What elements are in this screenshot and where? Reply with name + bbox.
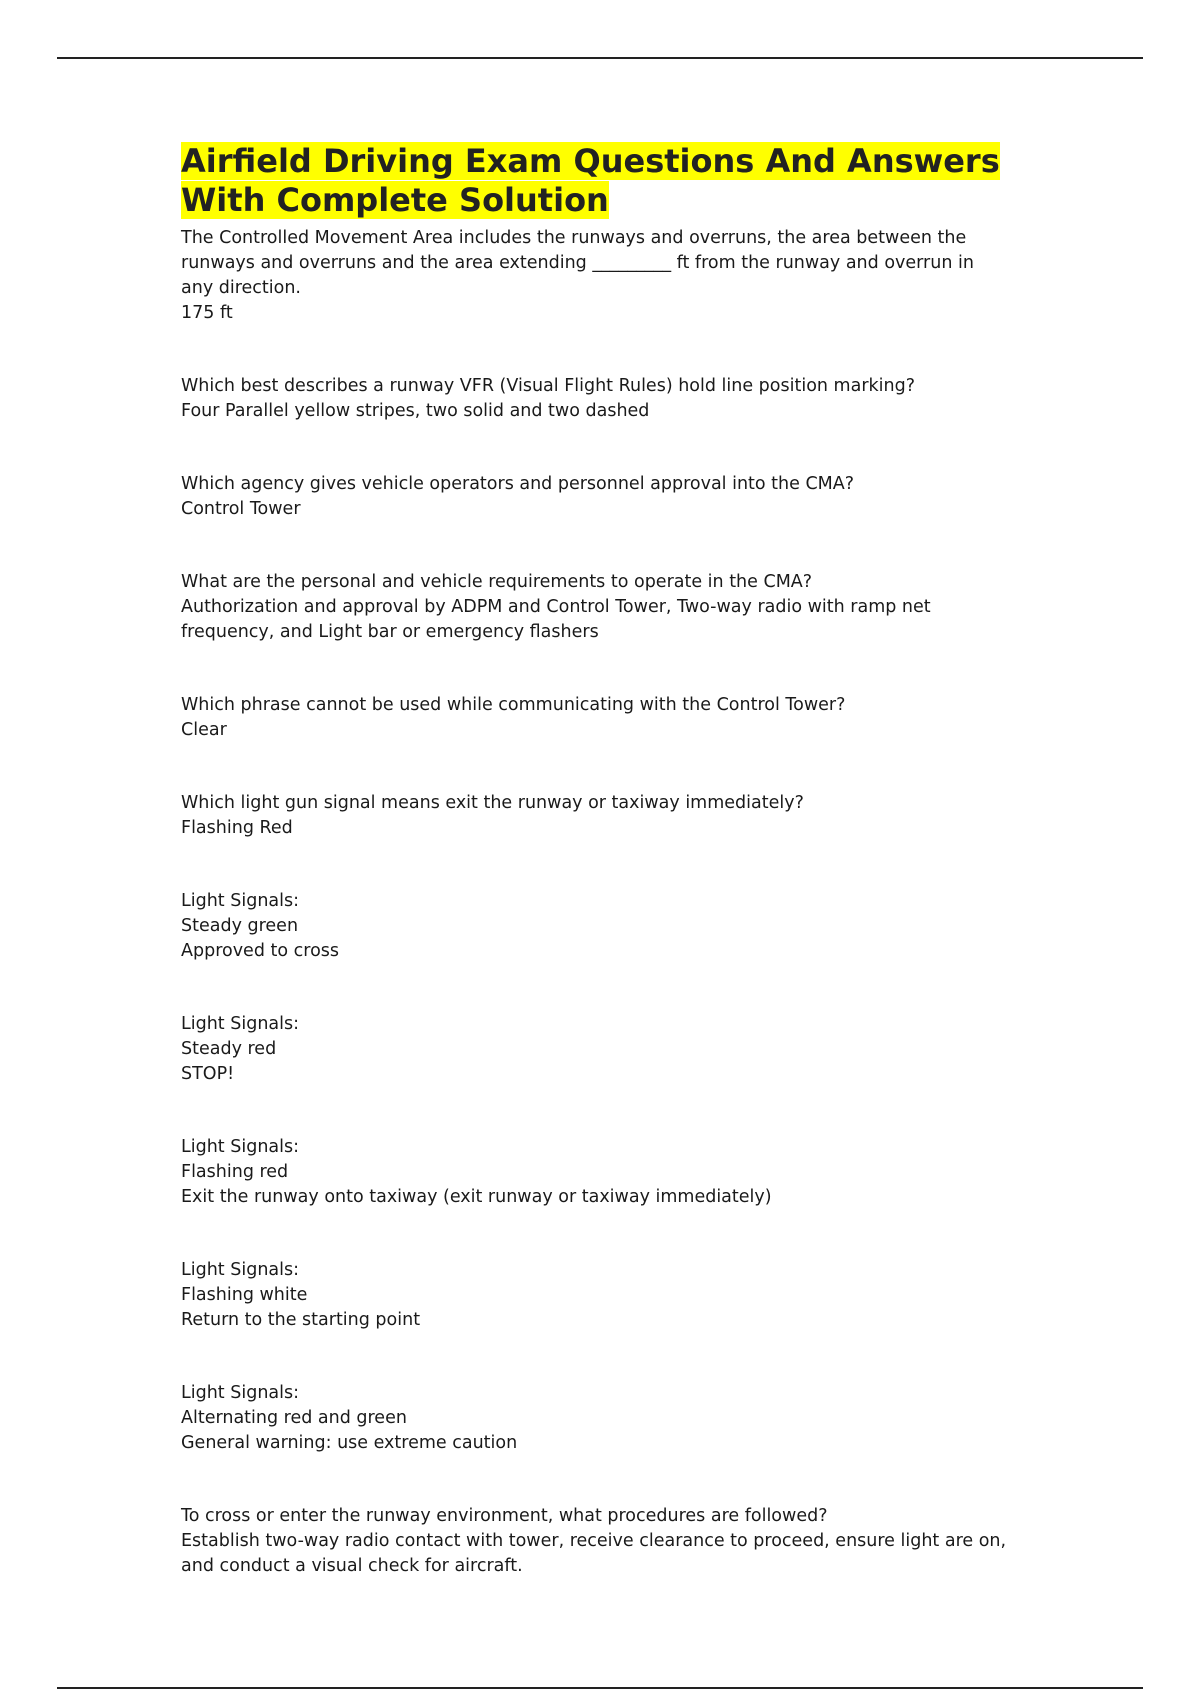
item-spacer xyxy=(181,645,1011,693)
qa-answer-line: Authorization and approval by ADPM and Control Tower, Two-way radio with ramp net frequency, and Light bar or emergency flashers xyxy=(181,597,931,642)
qa-list xyxy=(181,226,1011,1579)
qa-answer-line: Establish two-way radio contact with tower, receive clearance to proceed, ensure light are on, and conduct a visual check for aircraft. xyxy=(181,1531,1007,1576)
qa-answer-line: 175 ft xyxy=(181,303,233,323)
qa-question: The Controlled Movement Area includes the runways and overruns, the area between the runways and overruns and the area extending _________ ft from the runway and overrun in any direction. xyxy=(181,228,974,298)
qa-answer-line: Steady green xyxy=(181,916,299,936)
title-line-1: Airfield Driving Exam Questions And Answers xyxy=(181,142,1000,180)
title-line-2: With Complete Solution xyxy=(181,181,609,219)
item-spacer xyxy=(181,1333,1011,1381)
qa-answer-line: Exit the runway onto taxiway (exit runway or taxiway immediately) xyxy=(181,1187,772,1207)
page-bottom-rule xyxy=(57,1687,1143,1689)
qa-question: Light Signals: xyxy=(181,891,300,911)
qa-question: What are the personal and vehicle requirements to operate in the CMA? xyxy=(181,572,813,592)
item-spacer xyxy=(181,841,1011,889)
qa-answer-line: Alternating red and green xyxy=(181,1408,407,1428)
qa-item xyxy=(181,791,1011,841)
qa-question: Which phrase cannot be used while communicating with the Control Tower? xyxy=(181,695,846,715)
qa-answer-line: Flashing red xyxy=(181,1162,289,1182)
qa-question: Light Signals: xyxy=(181,1137,300,1157)
qa-item xyxy=(181,1381,1011,1456)
qa-item xyxy=(181,374,1011,424)
qa-answer-line: Return to the starting point xyxy=(181,1310,421,1330)
item-spacer xyxy=(181,522,1011,570)
qa-answer-line: Approved to cross xyxy=(181,941,340,961)
qa-item xyxy=(181,1135,1011,1210)
qa-answer-line: Flashing white xyxy=(181,1285,308,1305)
qa-answer-line: Clear xyxy=(181,720,227,740)
item-spacer xyxy=(181,1456,1011,1504)
qa-question: Which agency gives vehicle operators and personnel approval into the CMA? xyxy=(181,474,855,494)
qa-answer-line: Steady red xyxy=(181,1039,277,1059)
item-spacer xyxy=(181,1210,1011,1258)
qa-question: Light Signals: xyxy=(181,1260,300,1280)
document-title xyxy=(181,142,1011,220)
qa-answer-line: STOP! xyxy=(181,1064,235,1084)
qa-answer-line: Control Tower xyxy=(181,499,301,519)
qa-question: Light Signals: xyxy=(181,1383,300,1403)
qa-item xyxy=(181,693,1011,743)
qa-item xyxy=(181,570,1011,645)
qa-question: Which light gun signal means exit the runway or taxiway immediately? xyxy=(181,793,804,813)
qa-item xyxy=(181,1258,1011,1333)
qa-item xyxy=(181,472,1011,522)
qa-question: To cross or enter the runway environment, what procedures are followed? xyxy=(181,1506,828,1526)
qa-item xyxy=(181,1012,1011,1087)
item-spacer xyxy=(181,743,1011,791)
page-top-rule xyxy=(57,57,1143,59)
qa-answer-line: General warning: use extreme caution xyxy=(181,1433,518,1453)
qa-item xyxy=(181,1504,1011,1579)
qa-answer-line: Flashing Red xyxy=(181,818,293,838)
qa-question: Which best describes a runway VFR (Visual Flight Rules) hold line position marking? xyxy=(181,376,916,396)
item-spacer xyxy=(181,964,1011,1012)
item-spacer xyxy=(181,1087,1011,1135)
qa-question: Light Signals: xyxy=(181,1014,300,1034)
qa-item xyxy=(181,226,1011,326)
qa-answer-line: Four Parallel yellow stripes, two solid and two dashed xyxy=(181,401,650,421)
qa-item xyxy=(181,889,1011,964)
item-spacer xyxy=(181,326,1011,374)
document-body xyxy=(181,142,1011,1579)
item-spacer xyxy=(181,424,1011,472)
